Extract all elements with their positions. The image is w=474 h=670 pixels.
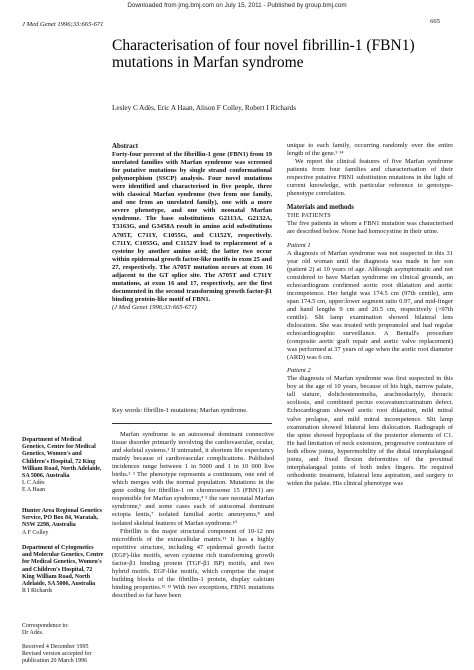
- running-head: J Med Genet 1996;33:665-671: [22, 21, 104, 28]
- methods-heading: Materials and methods: [287, 204, 354, 212]
- abstract-body: Forty-four percent of the fibrillin-1 gene (FBN1) from 19 unrelated families with Marfan syndrome was screened for putative mutations by single strand conformational polymorphism (SSCP) analysis. Four novel mutations were identified and characterised in five people, three with classical Marfan syndrome (two from one family, and one from an unrelated family), one with a more severe phenotype, and one with neonatal Marfan syndrome. The base substitutions G2113A, G2132A, T3163G, and G3458A result in amino acid substitutions A705T, C711Y, C1055G, and C1152Y, respectively. C711Y, C1055G, and C1152Y lead to replacement of a cysteine by another amino acid; the latter two occur within epidermal growth factor-like motifs in exon 25 and 27, respectively. The A705T mutation occurs at exon 16 adjacent to the GT splice site. The A705T and C711Y mutations, at exon 16 and 17, respectively, are the first documented in the second transforming growth factor-β1 binding protein-like motif of FBN1.: [112, 151, 272, 303]
- title-line-1: Characterisation of four novel fibrillin-1 (FBN1): [112, 37, 415, 54]
- intro-paragraph-2: Fibrillin is the major structural component of 10-12 nm microfibrils of the extracellular matrix.¹¹ It has a highly repetitive structure, including 47 epidermal growth factor (EGF)-like motifs, seven cysteine rich transforming growth factor-β1 binding protein (TGF-β1 BP) motifs, and two hybrid motifs. EGF-like motifs, which comprise the major building blocks of the fibrillin-1 protein, display calcium binding properties.¹² ¹³ With two exceptions, FBN1 mutations described so far have been: [112, 527, 274, 599]
- affiliation-1-address: Department of Medical Genetics, Centre for Medical Genetics, Women's and Children's Hospital, 72 King William Road, North Adelaide, SA 5006, Australia: [22, 437, 102, 480]
- author-list: Lesley C Adès, Eric A Haan, Alison F Colley, Robert I Richards: [112, 104, 296, 112]
- continuation-text: unique to each family, occurring randomly over the entire length of the gene.⁵ ¹⁴: [287, 142, 453, 158]
- affiliation-3-address: Department of Cytogenetics and Molecular Genetics, Centre for Medical Genetics, Women's and Children's Hospital, 72 King William Road, North Adelaide, SA 5006, Australia: [22, 545, 104, 588]
- intro-paragraph-1: Marfan syndrome is an autosomal dominant connective tissue disorder primarily involving the cardiovascular, ocular, and skeletal systems.¹ If untreated, it shortens life expectancy mainly because of cardiovascular complications. Published incidences range between 1 in 5000 and 1 in 10 000 live births.² ³ The phenotype represents a continuum, one end of which merges with the normal population. Mutations in the gene coding for fibrillin-1 on chromosome 15 (FBN1) are responsible for Marfan syndrome,⁴ ⁵ the rare neonatal Marfan syndrome,⁶ and some cases each of autosomal dominant ectopia lentis,⁷ isolated familial aortic aneurysms,⁸ and isolated skeletal features of Marfan syndrome.¹⁰: [112, 431, 274, 527]
- patients-intro: The five patients in whom a FBN1 mutation was characterised are described below. None had homocystine in their urine.: [287, 220, 453, 236]
- abstract-citation: (J Med Genet 1996;33:665-671): [112, 303, 197, 311]
- correspondence: Correspondence to: Dr Adès.: [22, 623, 69, 637]
- affiliation-3-people: R I Richards: [22, 588, 53, 595]
- overview-paragraph: We report the clinical features of five Marfan syndrome patients from four families and characterisation of their respective putative FBN1 substitution mutations in the light of current knowledge, with particular reference to genotype-phenotype correlation.: [287, 158, 453, 198]
- affiliation-2-address: Hunter Area Regional Genetics Service, PO Box 84, Waratah, NSW 2298, Australia: [22, 508, 102, 529]
- keywords: Key words: fibrillin-1 mutations; Marfan syndrome.: [112, 407, 248, 414]
- introduction: [112, 431, 274, 600]
- affiliation-2: [22, 508, 104, 537]
- abstract-divider: [112, 423, 272, 424]
- affiliation-1: [22, 437, 104, 495]
- page-number: 665: [430, 18, 440, 25]
- patient-2-text: The diagnosis of Marfan syndrome was first suspected in this boy at the age of 10 years, because of his high, narrow palate, tall stature, dolichostenomelia, arachnodactyly, thoracic scoliosis, and combined pectus excavatum/carinatum defect. Echocardiogram showed aortic root dilatation, mild mitral valve prolapse, and mild mitral incompetence. Slit lamp examination showed bilateral lens dislocation. Radiograph of the spine showed hypoplasia of the posterior elements of C1. He had limitation of neck extension, progressive contracture of both elbow joints, hyperrmobility of the distal interphalangeal joints, and fixed flexion deformities of the proximal interphalangeal joints of both index fingers. He required orthodontic treatment, bilateral lens aspiration, and surgery to widen the palate. His clinical phenotype was: [287, 375, 453, 487]
- download-notice: Downloaded from jmg.bmj.com on July 15, 2011 - Published by group.bmj.com: [127, 2, 347, 9]
- abstract-heading: Abstract: [112, 142, 139, 150]
- received-dates: Received 4 December 1995 Revised version accepted for publication 20 March 1996: [22, 644, 92, 665]
- patient-1-text: A diagnosis of Marfan syndrome was not suspected in this 31 year old woman until the diagnosis was made in her son (patient 2) at 10 years of age. Although asymptomatic and not considered to have Marfan syndrome on clinical grounds, an echocardiogram confirmed aortic root dilatation and aortic incompetence. Her height was 174.5 cm (97th centile), arm span 174.5 cm, upper:lower segment ratio 0.97, and mid-finger and hand lengths 9 cm and 20.5 cm, respectively (>97th centile). Slit lamp examination showed bilateral lens dislocation. She was treated with propranolol and had regular echocardiographic surveillance. A Bentall's procedure (composite aortic graft repair and aortic valve replacement) was performed at 37 years of age when the aortic root diameter (ARD) was 6 cm.: [287, 249, 453, 362]
- patients-subheading: THE PATIENTS: [287, 212, 331, 220]
- title-line-2: mutations in Marfan syndrome: [112, 54, 304, 71]
- article-title: [112, 37, 452, 71]
- right-column: [287, 142, 453, 488]
- affiliation-3: [22, 545, 104, 595]
- affiliation-2-people: A F Colley: [22, 529, 49, 536]
- patient-2-heading: Patient 2: [287, 367, 311, 375]
- abstract: [112, 142, 272, 312]
- affiliation-1-people: L C Adès E A Haan: [22, 480, 45, 494]
- patient-1-heading: Patient 1: [287, 241, 311, 249]
